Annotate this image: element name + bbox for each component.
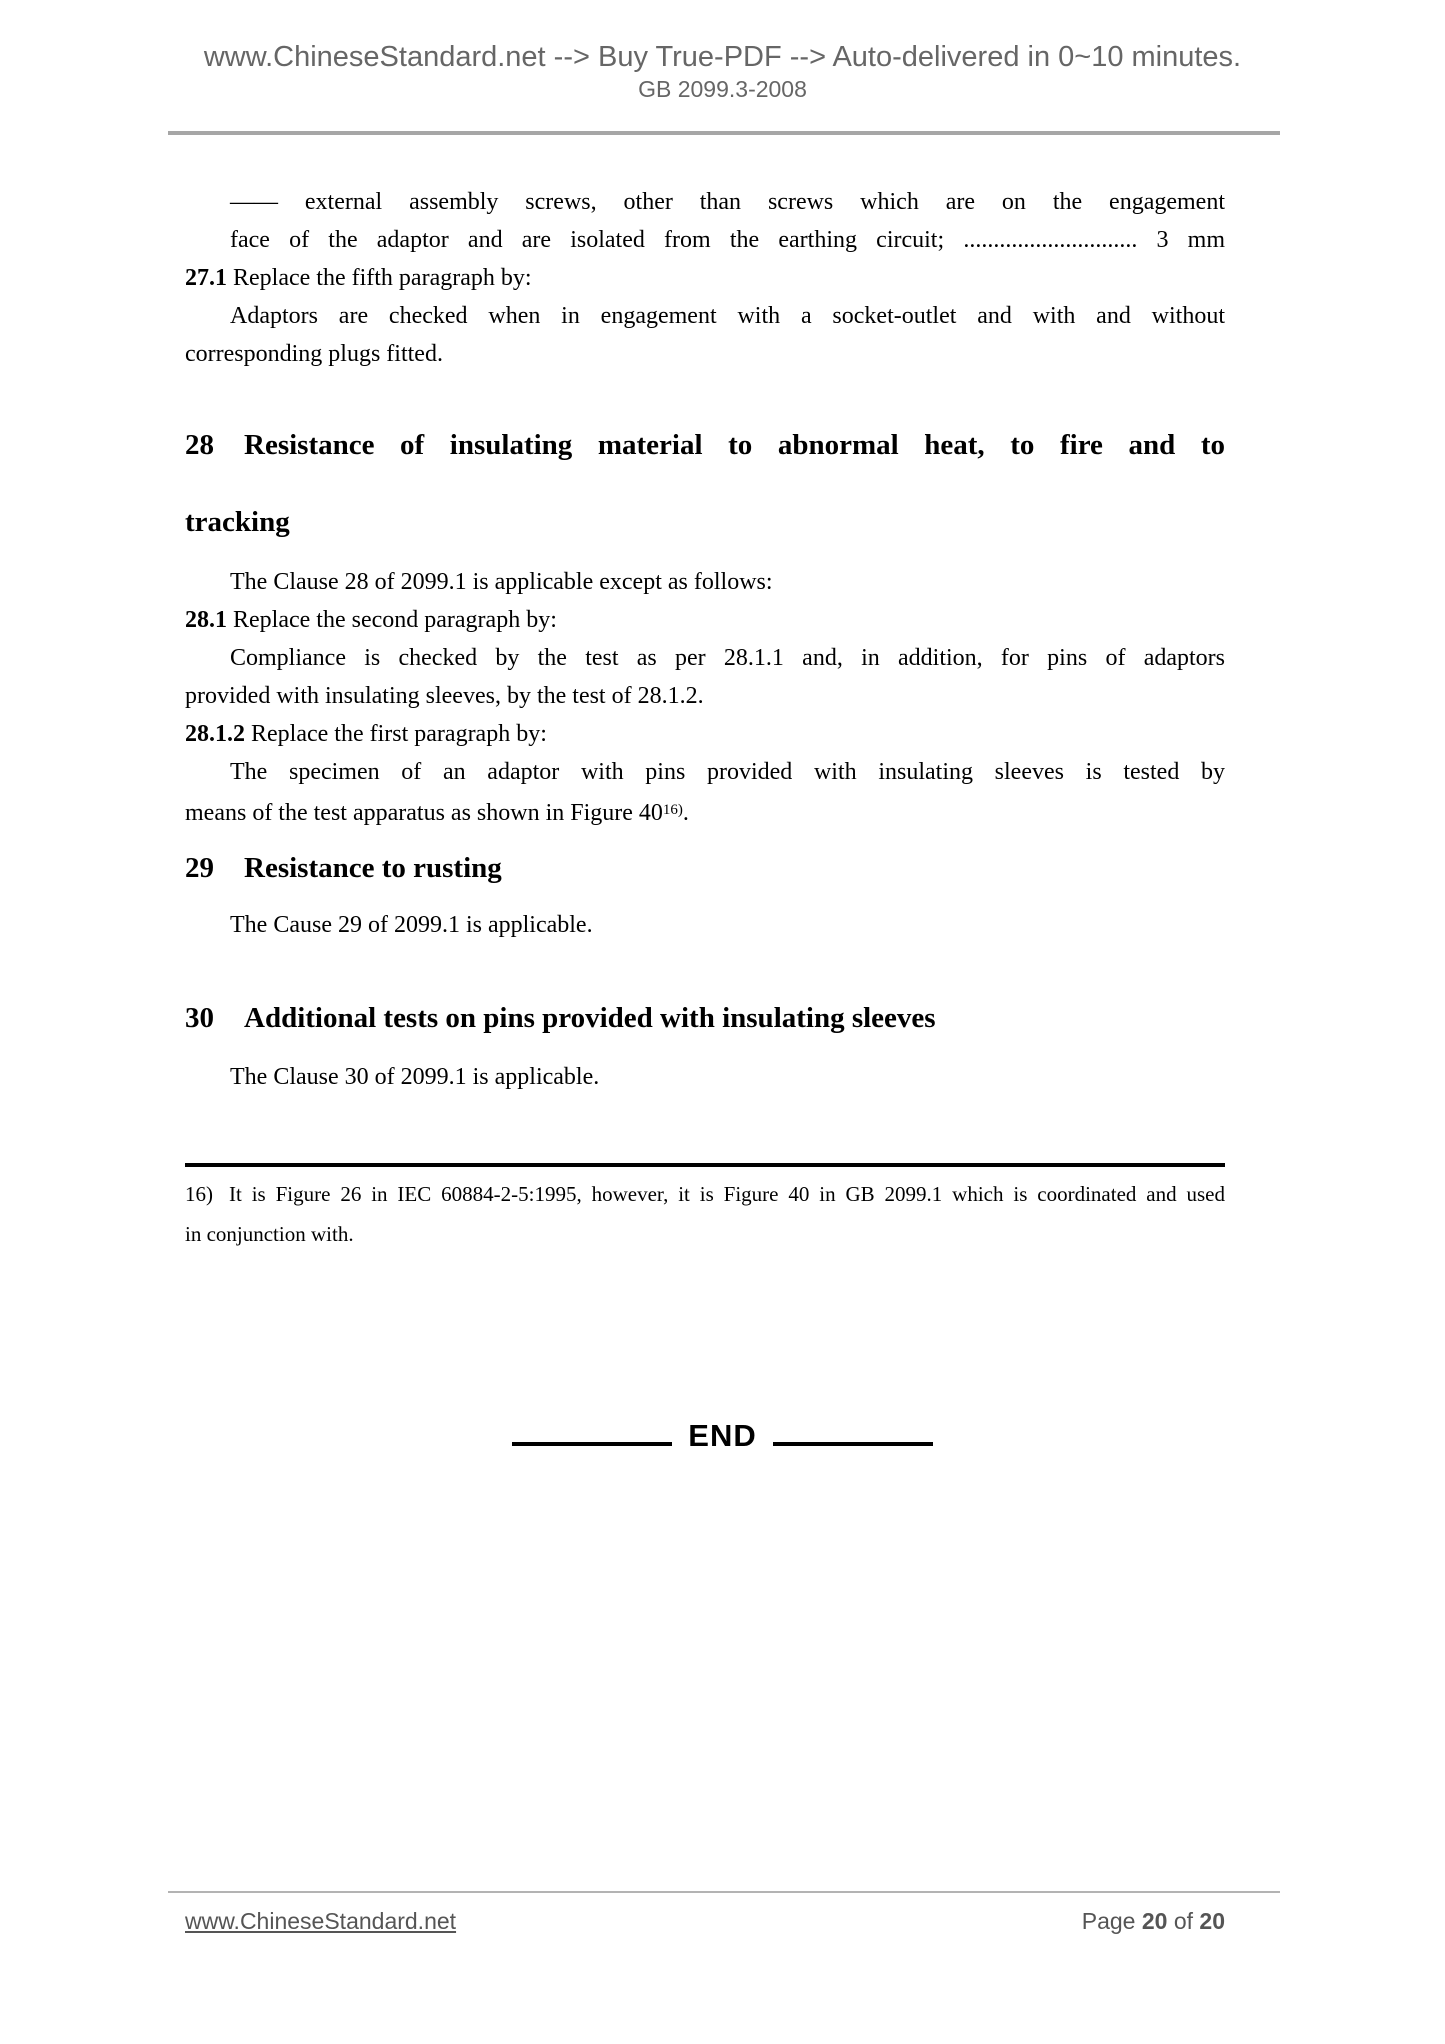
- clause30-title: [185, 996, 1225, 1040]
- clause28-1-number: 28.1: [185, 607, 227, 633]
- end-rule-left: [512, 1412, 672, 1446]
- footnote-line1: [185, 1174, 1225, 1214]
- clause28-intro: The Clause 28 of 2099.1 is applicable except as follows:: [230, 569, 773, 595]
- clause30-text: The Clause 30 of 2099.1 is applicable.: [230, 1064, 600, 1090]
- figure-ref-text: means of the test apparatus as shown in Figure 40: [185, 800, 663, 826]
- footnote-rule: [185, 1163, 1225, 1167]
- clause30-title-text: Additional tests on pins provided with insulating sleeves: [244, 1002, 936, 1034]
- clause29-title: [185, 846, 1225, 890]
- clause28-title-line1: [185, 423, 1225, 467]
- clause27-1-heading: [185, 259, 1225, 297]
- end-marker-row: [0, 1412, 1445, 1458]
- clause27-item-line2: face of the adaptor and are isolated from the earthing circuit; ............................. 3 mm: [230, 227, 1225, 253]
- clause28-1-heading: [185, 601, 1225, 639]
- clause27-item-line1: —— external assembly screws, other than screws which are on the engagement: [230, 189, 1225, 215]
- header-doc-code: GB 2099.3-2008: [638, 76, 807, 102]
- clause28-1-2-para-line1: The specimen of an adaptor with pins provided with insulating sleeves is tested by: [230, 759, 1225, 785]
- footer-page-total: 20: [1199, 1908, 1225, 1934]
- footnote-marker: 16): [185, 1182, 213, 1206]
- clause27-para-line1: Adaptors are checked when in engagement with a socket-outlet and with and without: [230, 303, 1225, 329]
- sentence-period: .: [682, 800, 689, 826]
- page-footer: [185, 1908, 1225, 1935]
- footnote-reference: 16): [662, 802, 683, 818]
- footer-page-indicator: [1082, 1908, 1225, 1935]
- clause27-para-line2: corresponding plugs fitted.: [185, 341, 443, 367]
- clause28-1-2-text: Replace the first paragraph by:: [251, 721, 547, 747]
- footer-site-link[interactable]: www.ChineseStandard.net: [185, 1908, 457, 1934]
- clause27-1-text: Replace the fifth paragraph by:: [233, 265, 532, 291]
- document-body: [185, 183, 1225, 1096]
- footnote-text: It is Figure 26 in IEC 60884-2-5:1995, however, it is Figure 40 in GB 2099.1 which is coordinated and used: [229, 1182, 1225, 1206]
- end-rule-right: [773, 1412, 933, 1446]
- clause28-1-para-line1: Compliance is checked by the test as per 28.1.1 and, in addition, for pins of adaptors: [230, 645, 1225, 671]
- footer-page-current: 20: [1141, 1908, 1168, 1934]
- clause28-title-text: Resistance of insulating material to abnormal heat, to fire and to: [244, 429, 1225, 461]
- header-banner: www.ChineseStandard.net --> Buy True-PDF --> Auto-delivered in 0~10 minutes.: [203, 41, 1242, 73]
- clause28-1-2-para-line2: [185, 791, 1225, 832]
- clause29-number: 29: [185, 852, 214, 884]
- clause28-1-2-number: 28.1.2: [185, 721, 245, 747]
- clause28-number: 28: [185, 429, 214, 461]
- clause29-title-text: Resistance to rusting: [244, 852, 502, 884]
- footnote: [185, 1174, 1225, 1254]
- footer-of-label: of: [1173, 1908, 1194, 1934]
- footnote-line2: in conjunction with.: [185, 1222, 354, 1246]
- clause29-text: The Cause 29 of 2099.1 is applicable.: [230, 912, 593, 938]
- footer-rule: [168, 1891, 1280, 1893]
- clause28-title-line2: tracking: [185, 506, 290, 538]
- clause27-1-number: 27.1: [185, 265, 227, 291]
- header-rule: [168, 131, 1280, 135]
- end-label: END: [688, 1418, 757, 1453]
- page-header: [0, 40, 1445, 102]
- clause28-1-2-heading: [185, 715, 1225, 753]
- footer-page-label: Page: [1081, 1908, 1136, 1934]
- clause28-1-para-line2: provided with insulating sleeves, by the test of 28.1.2.: [185, 683, 704, 709]
- clause28-1-text: Replace the second paragraph by:: [233, 607, 557, 633]
- clause30-number: 30: [185, 1002, 214, 1034]
